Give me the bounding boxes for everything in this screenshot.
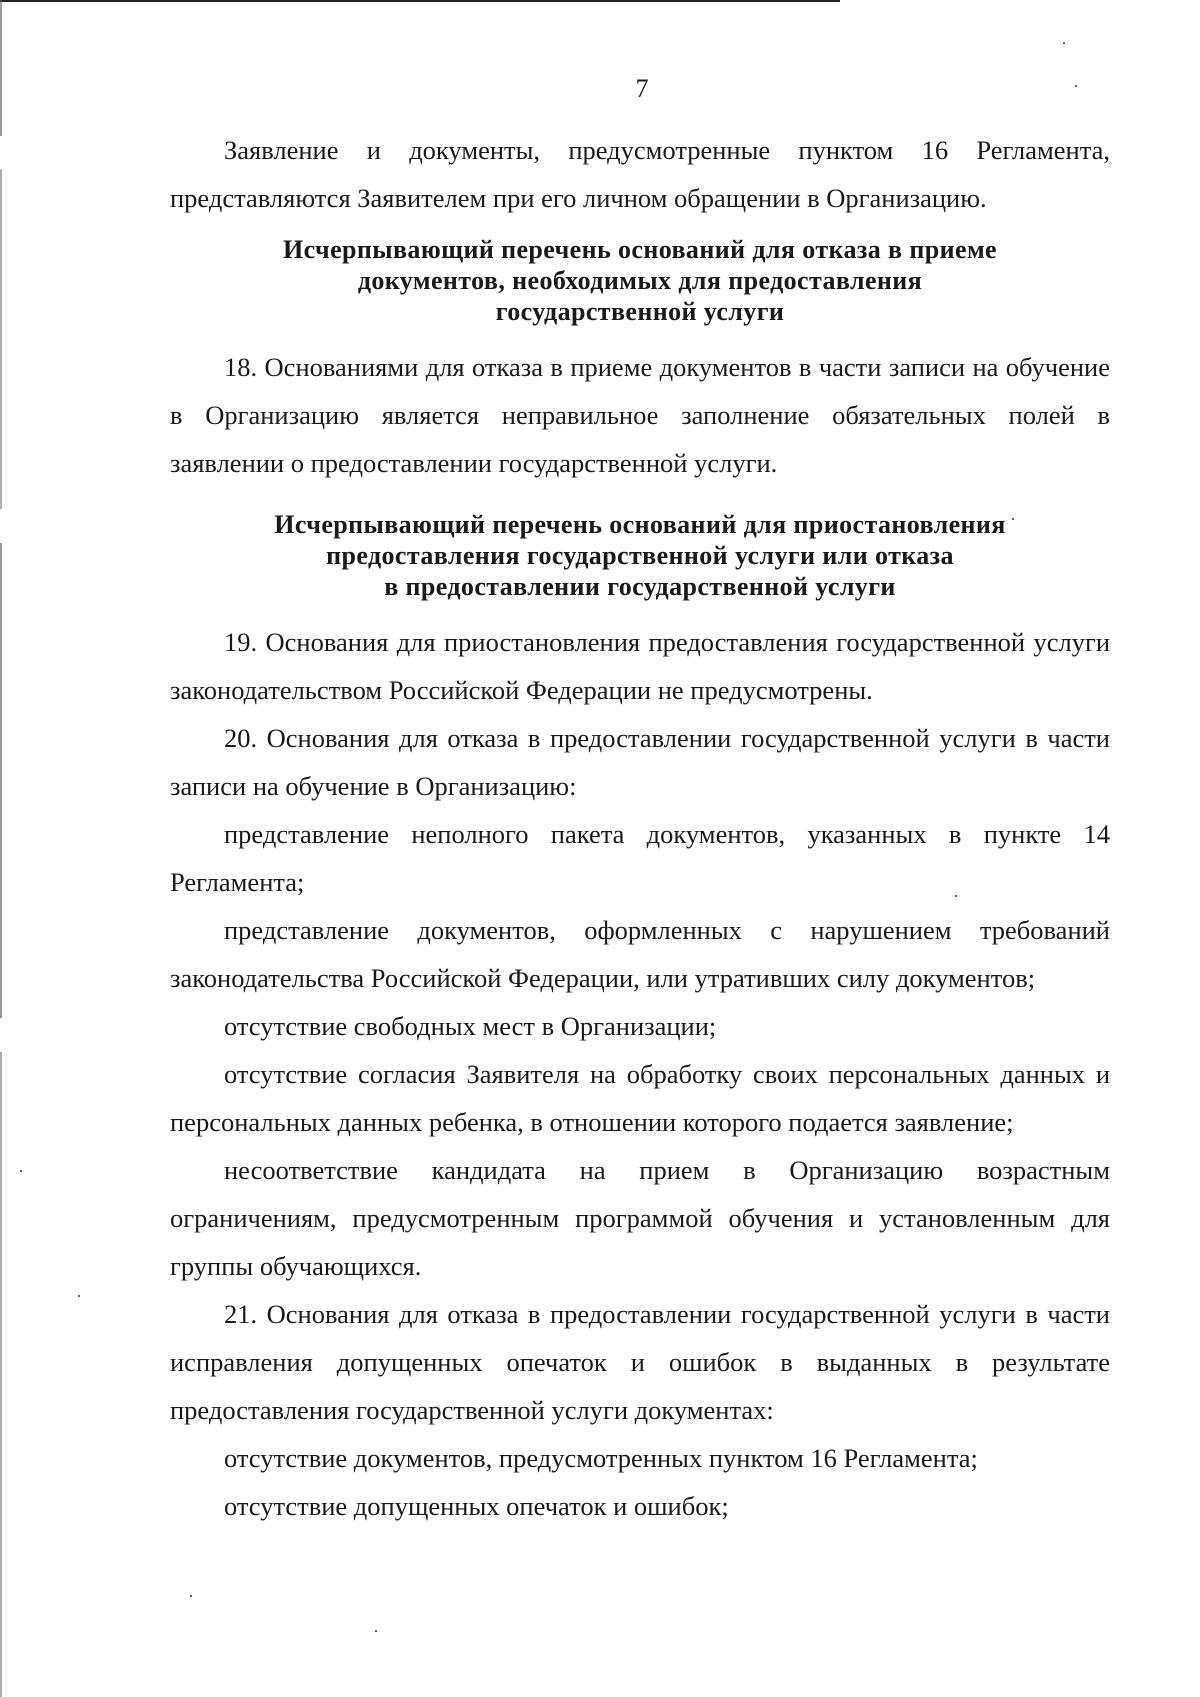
heading-line: Исчерпывающий перечень оснований для приостановления: [274, 510, 1006, 539]
scan-speck: [1075, 85, 1077, 87]
scan-speck: [375, 1630, 377, 1632]
paragraph: Заявление и документы, предусмотренные пунктом 16 Регламента, представляются Заявителем при его личном обращении в Организацию.: [170, 135, 1110, 213]
list-item: представление неполного пакета документов, указанных в пункте 14 Регламента;: [170, 819, 1110, 897]
heading-line: предоставления государственной услуги или отказа: [326, 541, 954, 570]
list-item: отсутствие документов, предусмотренных пунктом 16 Регламента;: [224, 1443, 978, 1473]
scan-top-border: [0, 0, 840, 2]
list-item: отсутствие согласия Заявителя на обработку своих персональных данных и персональных данных ребенка, в отношении которого подается заявление;: [170, 1059, 1110, 1137]
scan-speck: [20, 1170, 22, 1172]
paragraph: 19. Основания для приостановления предоставления государственной услуги законодательством Российской Федерации не предусмотрены.: [170, 627, 1110, 705]
scan-speck: [1012, 518, 1014, 520]
list-item: представление документов, оформленных с нарушением требований законодательства Российской Федерации, или утративших силу документов;: [170, 915, 1110, 993]
paragraph: 21. Основания для отказа в предоставлении государственной услуги в части исправления допущенных опечаток и ошибок в выданных в результате предоставления государственной услуги документах:: [170, 1299, 1110, 1425]
heading-line: Исчерпывающий перечень оснований для отказа в приеме: [283, 235, 997, 264]
list-item: несоответствие кандидата на прием в Организацию возрастным ограничениям, предусмотренным программой обучения и установленным для группы обучающихся.: [170, 1155, 1110, 1281]
paragraph: 18. Основаниями для отказа в приеме документов в части записи на обучение в Организацию является неправильное заполнение обязательных полей в заявлении о предоставлении государственной услуги.: [170, 352, 1110, 478]
document-body: [170, 126, 1110, 1530]
paragraph: 20. Основания для отказа в предоставлении государственной услуги в части записи на обучение в Организацию:: [170, 723, 1110, 801]
page-number: 7: [635, 74, 649, 103]
scan-speck: [190, 1595, 192, 1597]
section-heading: [170, 234, 1110, 327]
list-item: отсутствие свободных мест в Организации;: [224, 1011, 717, 1041]
list-item: отсутствие допущенных опечаток и ошибок;: [224, 1491, 729, 1521]
heading-line: государственной услуги: [495, 297, 785, 326]
scan-speck: [78, 1295, 80, 1297]
section-heading: [170, 509, 1110, 602]
scan-speck: [955, 895, 957, 897]
scan-speck: [1063, 42, 1065, 44]
heading-line: документов, необходимых для предоставления: [357, 266, 923, 295]
scan-left-border: [0, 0, 2, 1697]
heading-line: в предоставлении государственной услуги: [384, 572, 896, 601]
